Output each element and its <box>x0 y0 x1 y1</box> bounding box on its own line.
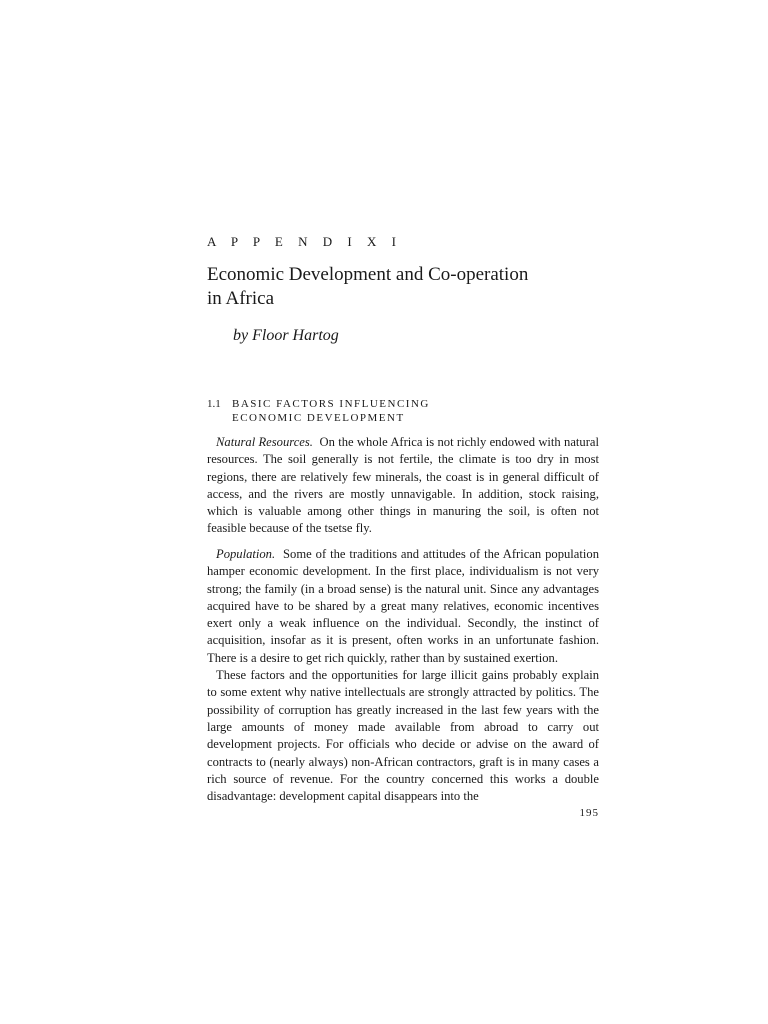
paragraph-natural-resources <box>207 434 599 538</box>
section-title-line-2: ECONOMIC DEVELOPMENT <box>232 412 405 424</box>
body-block-natural-resources <box>207 434 599 538</box>
appendix-label: A P P E N D I X I <box>207 234 402 249</box>
section-title-line-1: BASIC FACTORS INFLUENCING <box>232 398 430 410</box>
paragraph-text: Some of the traditions and attitudes of the African population hamper economic development. In the first place, individualism is not very strong; the family (in a broad sense) is the natural unit. Since any advantages acquired have to be shared by a great many relatives, economic incentives exert only a weak influence on the individual. Secondly, the instinct of acquisition, insofar as it is present, often works in an unfortunate fashion. There is a desire to get rich quickly, rather than by sustained exertion. <box>207 547 599 665</box>
page-number: 195 <box>579 807 599 819</box>
chapter-title-line-1: Economic Development and Co-operation <box>207 264 529 285</box>
section-heading-line-1 <box>207 397 599 411</box>
paragraph-text: On the whole Africa is not richly endowed with natural resources. The soil generally is not fertile, the climate is too dry in most regions, there are relatively few minerals, the coast is in general difficult of access, and the rivers are mostly unnavigable. In addition, stock raising, which is valuable among other things in manuring the soil, is often not feasible because of the tsetse fly. <box>207 435 599 536</box>
paragraph-text: These factors and the opportunities for large illicit gains probably explain to some extent why native intellectuals are strongly attracted by politics. The possibility of corruption has greatly increased in the last few years with the large amounts of money made available from abroad to carry out development projects. For officials who decide or advise on the award of contracts to (nearly always) non-African contractors, graft is in many cases a rich source of revenue. For the country concerned this works a double disadvantage: development capital disappears into the <box>207 668 599 804</box>
body-block-population <box>207 546 599 805</box>
chapter-title <box>207 263 599 311</box>
paragraph-lead: Natural Resources. <box>216 435 313 449</box>
section-number: 1.1 <box>207 398 221 410</box>
author-byline: by Floor Hartog <box>233 327 339 344</box>
paragraph-lead: Population. <box>216 547 276 561</box>
paragraph-illicit-gains <box>207 667 599 805</box>
chapter-title-line-2: in Africa <box>207 288 275 309</box>
book-page <box>207 0 599 1024</box>
section-heading <box>207 397 599 425</box>
paragraph-population <box>207 546 599 667</box>
